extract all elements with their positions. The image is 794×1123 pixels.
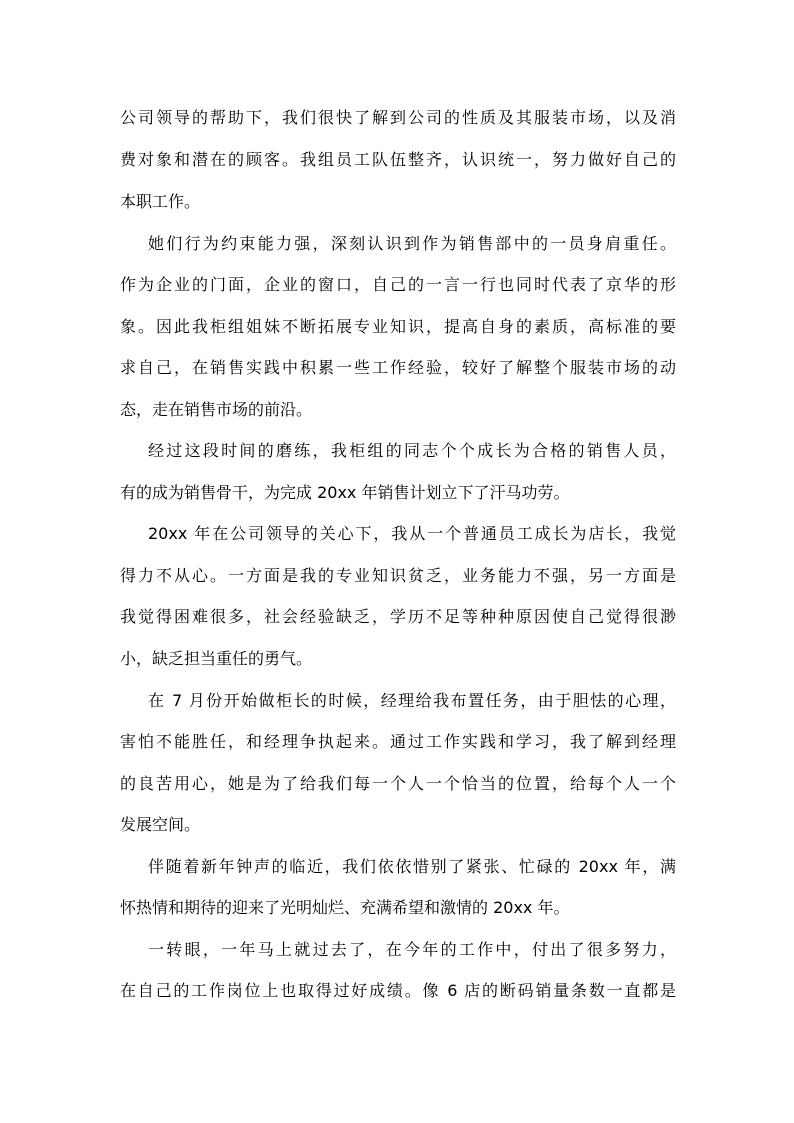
paragraph-line: 作为企业的门面，企业的窗口，自己的一言一行也同时代表了京华的形 (120, 275, 676, 294)
paragraph-line: 怀热情和期待的迎来了光明灿烂、充满希望和激情的 20xx 年。 (120, 898, 570, 917)
paragraph-line: 经过这段时间的磨练，我柜组的同志个个成长为合格的销售人员， (148, 441, 676, 460)
paragraph-line: 20xx 年在公司领导的关心下，我从一个普通员工成长为店长，我觉 (148, 524, 676, 543)
paragraph-line: 在 7 月份开始做柜长的时候，经理给我布置任务，由于胆怯的心理， (148, 691, 676, 710)
paragraph-line: 态，走在销售市场的前沿。 (120, 400, 313, 419)
paragraph-line: 她们行为约束能力强，深刻认识到作为销售部中的一员身肩重任。 (148, 234, 676, 253)
paragraph-line: 在自己的工作岗位上也取得过好成绩。像 6 店的断码销量条数一直都是 (120, 981, 676, 1000)
paragraph-line: 小，缺乏担当重任的勇气。 (120, 649, 313, 668)
paragraph-line: 得力不从心。一方面是我的专业知识贫乏，业务能力不强，另一方面是 (120, 566, 676, 585)
paragraph-line: 公司领导的帮助下，我们很快了解到公司的性质及其服装市场，以及消 (120, 108, 676, 127)
paragraph-line: 伴随着新年钟声的临近，我们依依惜别了紧张、忙碌的 20xx 年，满 (148, 857, 676, 876)
paragraph-line: 求自己，在销售实践中积累一些工作经验，较好了解整个服装市场的动 (120, 358, 676, 377)
paragraph-line: 象。因此我柜组姐妹不断拓展专业知识，提高自身的素质，高标准的要 (120, 317, 676, 336)
paragraph-line: 我觉得困难很多，社会经验缺乏，学历不足等种种原因使自己觉得很渺 (120, 607, 676, 626)
paragraph-line: 发展空间。 (120, 815, 201, 834)
paragraph-line: 的良苦用心，她是为了给我们每一个人一个恰当的位置，给每个人一个 (120, 774, 676, 793)
paragraph-line: 害怕不能胜任，和经理争执起来。通过工作实践和学习，我了解到经理 (120, 732, 676, 751)
paragraph-line: 一转眼，一年马上就过去了，在今年的工作中，付出了很多努力， (148, 940, 676, 959)
paragraph-line: 本职工作。 (120, 192, 201, 211)
paragraph-line: 有的成为销售骨干，为完成 20xx 年销售计划立下了汗马功劳。 (120, 483, 570, 502)
paragraph-line: 费对象和潜在的顾客。我组员工队伍整齐，认识统一，努力做好自己的 (120, 150, 676, 169)
